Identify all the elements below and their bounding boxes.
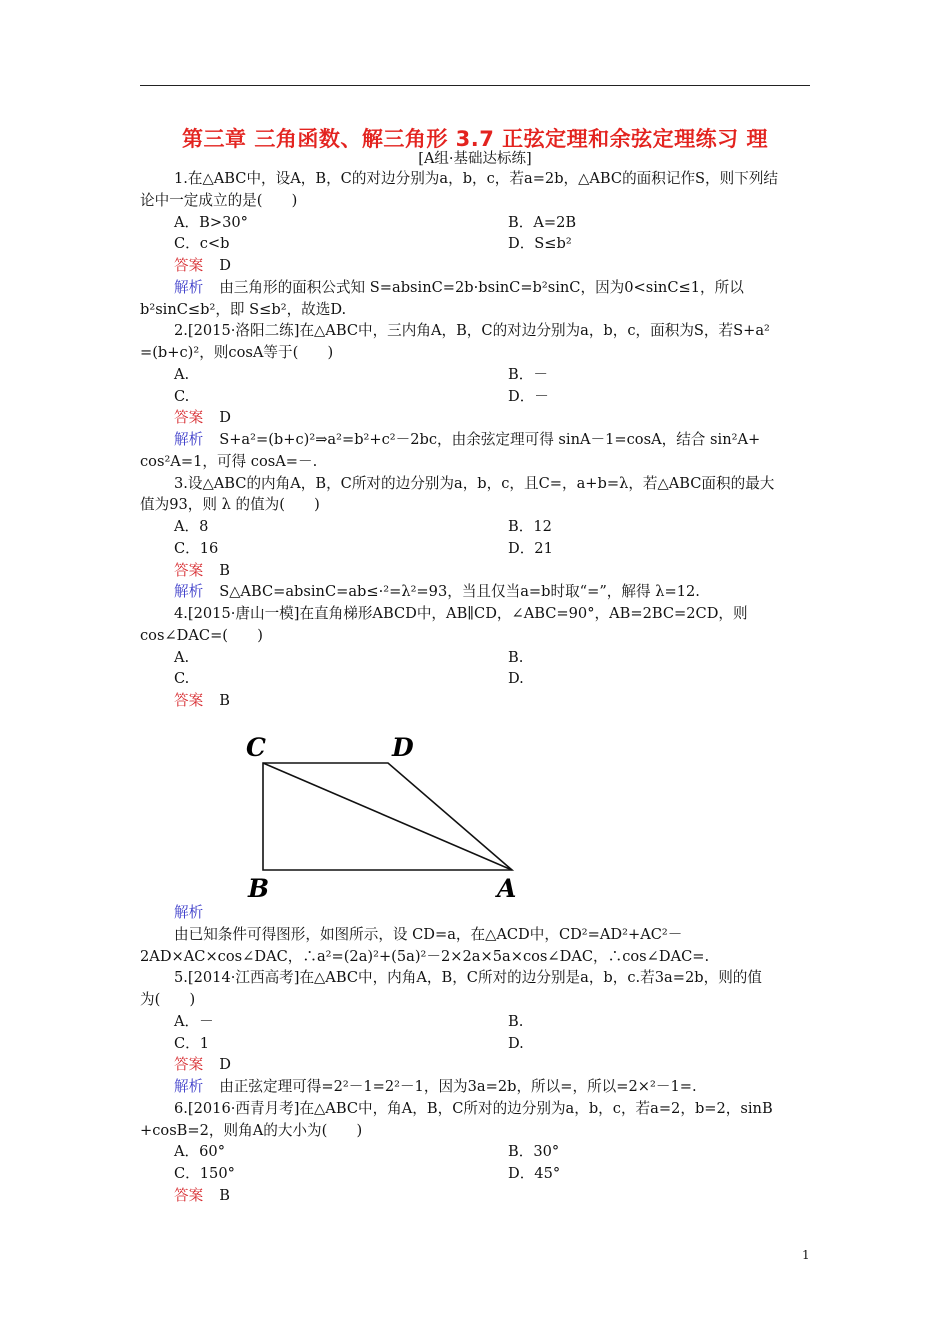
trapezoid-figure <box>240 725 540 905</box>
options-row <box>140 647 812 669</box>
options-row <box>140 538 812 560</box>
option-right: D．S≤b² <box>508 235 572 253</box>
answer-label: 答案 <box>174 257 204 274</box>
text-line: cos∠DAC=( ) <box>140 626 263 644</box>
option-right: B．12 <box>508 518 552 535</box>
options-row <box>140 212 812 234</box>
answer-value: D <box>219 409 231 427</box>
analysis-text: 由三角形的面积公式知 S=absinC=2b·bsinC=b²sinC，因为0<sinC≤1，所以 <box>219 278 744 296</box>
option-right: B．－ <box>508 365 548 383</box>
option-right: D．45° <box>508 1165 561 1182</box>
text-line: =(b+c)²，则cosA等于( ) <box>140 344 334 361</box>
analysis-text: 由正弦定理可得=2²－1=2²－1，因为3a=2b，所以=，所以=2×²－1=. <box>219 1078 697 1095</box>
questions-block-1 <box>140 168 812 712</box>
analysis-label: 解析 <box>174 278 204 296</box>
option-right: D. <box>508 670 524 688</box>
question-line: 4.[2015·唐山一模]在直角梯形ABCD中，AB∥CD，∠ABC=90°，AB=2BC=2CD，则 <box>174 605 748 622</box>
label-d: D <box>392 733 414 762</box>
answer-label: 答案 <box>174 561 204 579</box>
answer-value: D <box>219 257 231 274</box>
text-line: 论中一定成立的是( ) <box>140 191 298 209</box>
label-a: A <box>497 874 517 903</box>
option-left: A．B>30° <box>174 213 248 231</box>
answer-value: B <box>219 1186 230 1204</box>
text-line: 值为93，则 λ 的值为( ) <box>140 496 320 514</box>
option-right: B. <box>508 648 524 666</box>
answer-value: B <box>219 561 230 579</box>
options-row <box>140 1033 812 1055</box>
options-row <box>140 1141 812 1163</box>
answer-line <box>140 407 812 429</box>
question-line: 6.[2016·西青月考]在△ABC中，角A，B，C所对的边分别为a，b，c，若a=2，b=2，sinB <box>174 1099 773 1117</box>
options-row <box>140 386 812 408</box>
option-left: A．－ <box>174 1012 214 1030</box>
option-left: C. <box>174 387 190 405</box>
analysis-line <box>140 277 812 299</box>
option-right: D. <box>508 1034 524 1052</box>
analysis-line <box>140 902 812 924</box>
header-rule <box>140 85 810 86</box>
options-row <box>140 1011 812 1033</box>
option-right: B．A=2B <box>508 213 577 231</box>
answer-label: 答案 <box>174 409 204 427</box>
text-line: cos²A=1，可得 cosA=－. <box>140 452 318 470</box>
option-left: C．1 <box>174 1034 210 1052</box>
option-left: A．60° <box>174 1143 225 1161</box>
analysis-line <box>140 429 812 451</box>
options-row <box>140 668 812 690</box>
option-right: D．21 <box>508 539 553 557</box>
question-line: 5.[2014·江西高考]在△ABC中，内角A，B，C所对的边分别是a，b，c.若3a=2b，则的值 <box>174 969 762 987</box>
analysis-label: 解析 <box>174 1078 204 1095</box>
answer-label: 答案 <box>174 1056 204 1074</box>
options-row <box>140 1163 812 1185</box>
questions-block-2 <box>140 902 812 1207</box>
question-line: 3.设△ABC的内角A，B，C所对的边分别为a，b，c，且C=，a+b=λ，若△ABC面积的最大 <box>174 474 775 492</box>
answer-line <box>140 690 812 712</box>
answer-value: B <box>219 692 230 709</box>
options-row <box>140 364 812 386</box>
analysis-label: 解析 <box>174 904 204 921</box>
answer-line <box>140 255 812 277</box>
question-line: 2.[2015·洛阳二练]在△ABC中，三内角A，B，C的对边分别为a，b，c，面积为S，若S+a² <box>174 322 770 340</box>
question-line: 1.在△ABC中，设A，B，C的对边分别为a，b，c，若a=2b，△ABC的面积记作S，则下列结 <box>174 170 779 187</box>
question-line: 由已知条件可得图形，如图所示，设 CD=a，在△ACD中，CD²=AD²+AC²－ <box>174 925 683 943</box>
option-left: C．c<b <box>174 235 230 253</box>
label-c: C <box>246 733 266 762</box>
text-line: +cosB=2，则角A的大小为( ) <box>140 1121 363 1139</box>
option-left: C. <box>174 670 190 688</box>
option-left: A．8 <box>174 518 209 535</box>
option-left: A. <box>174 648 190 666</box>
label-b: B <box>248 874 270 903</box>
text-line: b²sinC≤b²，即 S≤b²，故选D. <box>140 300 347 318</box>
options-row <box>140 516 812 538</box>
option-left: C．16 <box>174 539 219 557</box>
text-line: 为( ) <box>140 991 196 1008</box>
section-subtitle: [A组·基础达标练] <box>418 151 532 167</box>
analysis-label: 解析 <box>174 431 204 448</box>
page-title: 第三章 三角函数、解三角形 3.7 正弦定理和余弦定理练习 理 <box>182 127 768 151</box>
analysis-line <box>140 581 812 603</box>
answer-value: D <box>219 1056 231 1074</box>
answer-line <box>140 1054 812 1076</box>
option-right: B．30° <box>508 1143 560 1161</box>
text-line: 2AD×AC×cos∠DAC，∴a²=(2a)²+(5a)²－2×2a×5a×cos∠DAC，∴cos∠DAC=. <box>140 947 710 965</box>
analysis-label: 解析 <box>174 583 204 601</box>
page-number: 1 <box>802 1248 810 1262</box>
option-left: C．150° <box>174 1165 235 1182</box>
analysis-text: S+a²=(b+c)²⇒a²=b²+c²－2bc，由余弦定理可得 sinA－1=cosA，结合 sin²A+ <box>219 431 761 448</box>
answer-label: 答案 <box>174 692 204 709</box>
option-left: A. <box>174 365 190 383</box>
analysis-line <box>140 1076 812 1098</box>
answer-label: 答案 <box>174 1186 204 1204</box>
options-row <box>140 233 812 255</box>
option-right: B. <box>508 1012 524 1030</box>
option-right: D．－ <box>508 387 549 405</box>
diagonal-ca <box>263 763 512 870</box>
analysis-text: S△ABC=absinC=ab≤·²=λ²=93，当且仅当a=b时取“=”，解得 λ=12. <box>219 583 700 601</box>
answer-line <box>140 560 812 582</box>
answer-line <box>140 1185 812 1207</box>
